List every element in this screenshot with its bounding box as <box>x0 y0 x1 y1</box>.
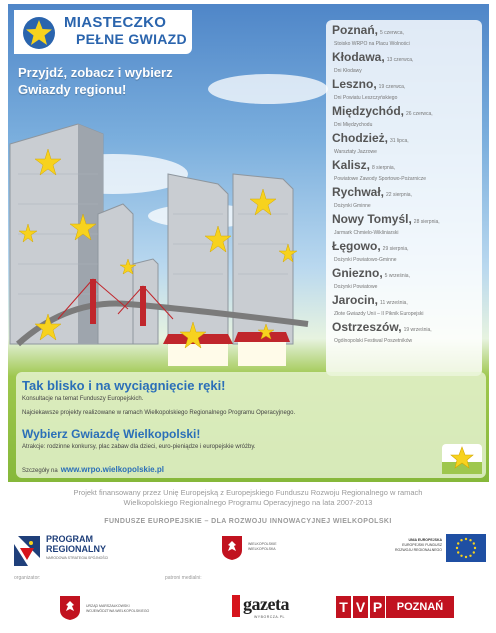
event-city: Rychwał, <box>332 185 385 199</box>
program-regionalny-mark-icon <box>14 534 40 566</box>
event-name: Dożynki Gminne <box>334 203 371 209</box>
cloud <box>208 74 328 104</box>
tvp-letter: P <box>370 596 385 618</box>
event-name: Jarmark Chmielo-Wikliniarski <box>334 230 399 236</box>
funding-text <box>0 488 496 508</box>
logo-subtitle: PEŁNE GWIAZD <box>76 31 187 47</box>
eu-flag-icon <box>446 534 486 562</box>
motto: FUNDUSZE EUROPEJSKIE – DLA ROZWOJU INNOWACYJNEJ WIELKOPOLSKI <box>104 518 392 525</box>
event-city: Międzychód, <box>332 104 405 118</box>
eu-line: UNIA EUROPEJSKA <box>408 538 442 542</box>
wlkp-line: WIELKOPOLSKA <box>248 547 276 551</box>
event-date: 29 sierpnia, <box>382 246 409 252</box>
event-city: Ostrzeszów, <box>332 320 402 334</box>
event-item <box>332 131 476 156</box>
event-name: Warsztaty Jazzowe <box>334 149 377 155</box>
event-item <box>332 104 476 129</box>
event-city: Poznań, <box>332 23 379 37</box>
event-city: Nowy Tomyśl, <box>332 212 412 226</box>
event-city: Chodzież, <box>332 131 388 145</box>
organizer-label: organizator: <box>14 575 41 581</box>
tvp-letter: T <box>336 596 351 618</box>
star-icon <box>22 16 56 50</box>
url-label: Szczegóły na <box>22 468 58 474</box>
program-line1: PROGRAM <box>46 534 93 544</box>
event-date: 11 września, <box>380 300 408 306</box>
small-star-logo <box>442 444 482 474</box>
event-city: Jarocin, <box>332 293 379 307</box>
eu-text <box>372 538 442 553</box>
umww-line: WOJEWÓDZTWA WIELKOPOLSKIEGO <box>86 609 150 613</box>
event-date: 22 sierpnia, <box>386 192 412 198</box>
events-list <box>326 20 482 376</box>
band-text: Atrakcje: rodzinne konkursy, plac zabaw dla dzieci, euro-pieniądze i europejskie wróżby. <box>22 444 256 450</box>
event-date: 31 lipca, <box>390 138 409 144</box>
event-item <box>332 212 476 237</box>
eu-line: EUROPEJSKI FUNDUSZ <box>402 543 442 547</box>
logo-title: MIASTECZKO <box>64 14 167 31</box>
wlkp-line: WIELKOPOLSKIE <box>248 542 277 546</box>
event-name: Dożynki Powiatowe <box>334 284 378 290</box>
event-item <box>332 23 476 48</box>
url-row <box>22 459 164 477</box>
event-item <box>332 50 476 75</box>
event-city: Kłodawa, <box>332 50 385 64</box>
event-date: 13 czerwca, <box>386 57 414 63</box>
gazeta-sub: WYBORCZA.PL <box>254 615 285 619</box>
poster <box>8 4 489 482</box>
funding-line: Projekt finansowany przez Unię Europejską z Europejskiego Funduszu Rozwoju Regionalnego w ramach <box>73 488 423 497</box>
event-name: Powiatowe Zawody Sportowo-Pożarnicze <box>334 176 426 182</box>
event-city: Leszno, <box>332 77 377 91</box>
eu-line: ROZWOJU REGIONALNEGO <box>394 548 442 552</box>
event-item <box>332 185 476 210</box>
patron-label: patroni medialni: <box>165 575 202 581</box>
website-link[interactable]: www.wrpo.wielkopolskie.pl <box>60 465 164 474</box>
gazeta-logo <box>232 592 310 622</box>
event-name: Dni Międzychodu <box>334 122 373 128</box>
event-date: 5 września, <box>384 273 410 279</box>
star-icon <box>442 444 482 474</box>
event-date: 19 czerwca, <box>378 84 406 90</box>
event-name: Ogólnopolski Festiwal Poszetników <box>334 338 413 344</box>
wlkp-text <box>248 542 277 552</box>
event-date: 8 sierpnia, <box>372 165 396 171</box>
event-item <box>332 320 476 345</box>
eu-logo <box>372 534 486 564</box>
band-heading: Wybierz Gwiazdę Wielkopolski! <box>22 427 201 441</box>
event-item <box>332 239 476 264</box>
event-date: 19 września, <box>403 327 432 333</box>
program-regionalny-logo <box>14 532 144 568</box>
event-name: Stoisko WRPO na Placu Wolności <box>334 41 410 47</box>
event-name: Dożynki Powiatowo-Gminne <box>334 257 397 263</box>
info-band <box>16 372 486 478</box>
event-city: Kalisz, <box>332 158 371 172</box>
event-name: Dni Powiatu Leszczyńskiego <box>334 95 398 101</box>
gazeta-bar <box>232 595 240 617</box>
logo <box>14 10 192 54</box>
headline: Przyjdź, zobacz i wybierz Gwiazdy regionu! <box>18 65 173 97</box>
event-name: Złote Gwiazdy Unii – II Piknik Europejski <box>334 311 424 317</box>
event-item <box>332 77 476 102</box>
event-city: Łęgowo, <box>332 239 381 253</box>
umww-text <box>86 604 149 614</box>
event-item <box>332 266 476 291</box>
event-date: 28 sierpnia, <box>413 219 440 225</box>
event-date: 26 czerwca, <box>406 111 433 117</box>
funding-line: Wielkopolskiego Regionalnego Programu Operacyjnego na lata 2007-2013 <box>123 498 373 507</box>
tvp-letter: V <box>353 596 368 618</box>
umww-line: URZĄD MARSZAŁKOWSKI <box>86 604 130 608</box>
wielkopolskie-logo <box>222 534 292 564</box>
event-date: 5 czerwca, <box>380 30 404 36</box>
tvp-poznan-logo <box>336 596 454 618</box>
gazeta-name: gazeta <box>243 594 289 614</box>
program-line2: REGIONALNY <box>46 544 107 554</box>
event-city: Gniezno, <box>332 266 383 280</box>
band-text: Konsultacje na temat Funduszy Europejskich. <box>22 396 144 402</box>
crest-icon <box>222 536 242 560</box>
band-text: Najciekawsze projekty realizowane w ramach Wielkopolskiego Regionalnego Programu Operacyjnego. <box>22 410 296 416</box>
event-name: Dni Kłodawy <box>334 68 362 74</box>
urzad-marszalkowski-logo <box>60 594 170 624</box>
city-illustration <box>8 114 318 374</box>
event-item <box>332 158 476 183</box>
event-item <box>332 293 476 318</box>
program-sub: NARODOWA STRATEGIA SPÓJNOŚCI <box>46 556 109 560</box>
band-heading: Tak blisko i na wyciągnięcie ręki! <box>22 378 226 393</box>
tvp-city: POZNAŃ <box>386 596 454 618</box>
crest-icon <box>60 596 80 620</box>
